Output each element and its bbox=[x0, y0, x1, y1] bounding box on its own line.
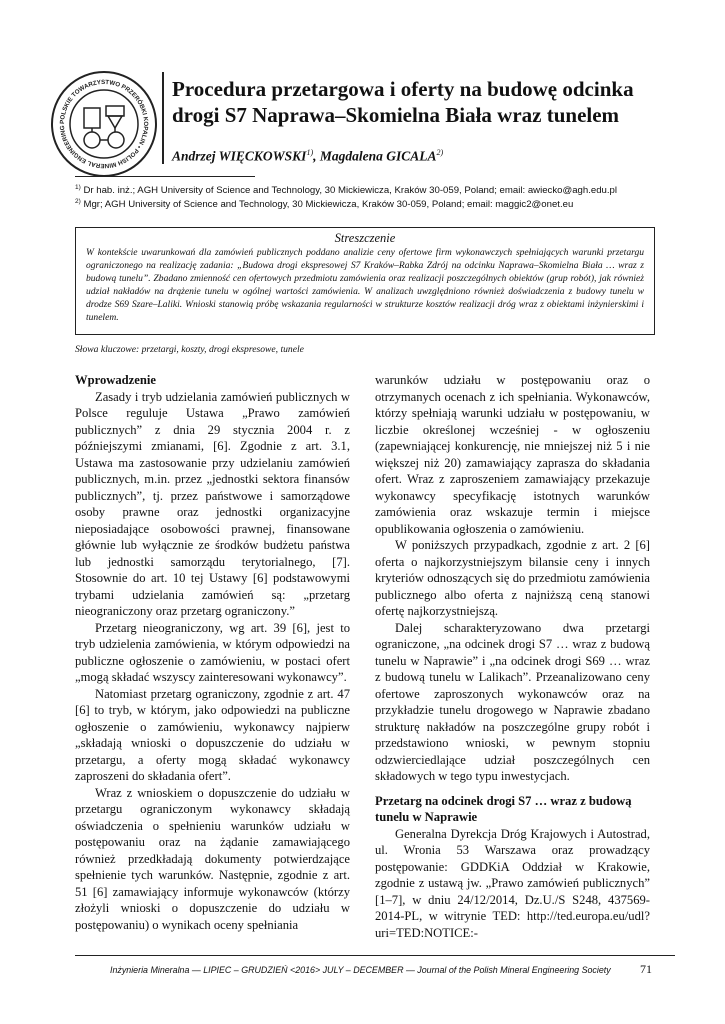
section-heading: Przetarg na odcinek drogi S7 … wraz z budową tunelu w Naprawie bbox=[375, 793, 632, 824]
affiliation-footnote bbox=[75, 182, 675, 197]
society-logo bbox=[50, 70, 158, 178]
footnote-rule bbox=[75, 176, 255, 177]
journal-footer: Inżynieria Mineralna — LIPIEC – GRUDZIEŃ <2016> JULY – DECEMBER — Journal of the Polish Mineral Engineering Society bbox=[110, 965, 611, 975]
body-column-right bbox=[375, 372, 650, 941]
author-mark: 1) bbox=[306, 148, 314, 157]
logo-ring-text: POLSKIE TOWARZYSTWO PRZERÓBKI KOPALIN • POLISH MINERAL ENGINEERING bbox=[58, 78, 150, 170]
footnote-text: Dr hab. inż.; AGH University of Science and Technology, 30 Mickiewicza, Kraków 30-059, Poland; email: awiecko@agh.edu.pl bbox=[83, 185, 618, 197]
page-number: 71 bbox=[640, 962, 652, 976]
section-spacer bbox=[375, 785, 650, 793]
authors-line bbox=[172, 148, 443, 165]
keywords: Słowa kluczowe: przetargi, koszty, drogi ekspresowe, tunele bbox=[75, 344, 304, 355]
footnote-mark: 1) bbox=[75, 184, 81, 191]
author-separator: , bbox=[313, 148, 320, 164]
abstract-title: Streszczenie bbox=[334, 231, 396, 245]
abstract-box bbox=[75, 227, 655, 335]
body-paragraph: Zasady i tryb udzielania zamówień publicznych w Polsce reguluje Ustawa „Prawo zamówień publicznych” z dnia 29 stycznia 2004 r. z późniejszymi zmianami, [6]. Zgodnie z art. 3.1, Ustawa ma zastosowanie przy udzielaniu zamówień publicznych, m.in. przez „jednostki sektora finansów publicznych”, tj. przez państwowe i samorządowe osoby prawne oraz jednostki organizacyjne nieposiadające osobowości prawnej, finansowane głównie lub wyłącznie ze środków budżetu państwa lub jednostki samorządu terytorialnego, [7]. Stosownie do art. 10 tej Ustawy [6] podstawowymi trybami udzielania zamówień są: „przetarg nieograniczony oraz przetarg ograniczony.” bbox=[75, 389, 350, 618]
mineral-processing-society-seal-icon bbox=[50, 70, 158, 178]
body-paragraph: W poniższych przypadkach, zgodnie z art. 2 [6] oferta o najkorzystniejszym bilansie ceny i innych kryteriów odnoszących się do przedmiotu zamówienia publicznego albo oferta z najniższą ceną stanowi ofertę najkorzystniejszą. bbox=[375, 538, 650, 618]
abstract-text: W kontekście uwarunkowań dla zamówień publicznych poddano analizie ceny ofertowe firm wykonawczych spełniających warunki przetargu ograniczonego na realizację zadania: „Budowa drogi ekspresowej S7 Kraków–Rabka Zdrój na odcinku Naprawa–Skomielna Biała … wraz z budową tunelu”. Zbadano zmienność cen ofertowych przedmiotu zamówienia oraz realizacji poszczególnych obiektów (grup robót), jak również udział nakładów na drążenie tunelu w ogólnej wartości zamówienia. W analizach uwzględniono również doświadczenia z budowy tunelu w drodze S69 Szare–Laliki. Wnioski stanowią próbę wskazania regularności w strukturze kosztów realizacji dróg wraz z obiektami inżynierskimi i tunelem. bbox=[86, 247, 644, 324]
body-paragraph: Dalej scharakteryzowano dwa przetargi ograniczone, „na odcinek drogi S7 … wraz z budową tunelu w Naprawie” i „na odcinek drogi S69 … wraz z budową tunelu w Lalikach”. Przeanalizowano ceny ofertowe zaproszonych wykonawców oraz na przykładzie tunelu drogowego w Naprawie zbadano strukturę nakładów na poszczególne grupy robót i przedstawiono wnioski, w pewnym stopniu odzwierciedlające udział poszczególnych cen składowych w tego typu inwestycjach. bbox=[375, 620, 650, 783]
paper-title: Procedura przetargowa i oferty na budowę odcinka drogi S7 Naprawa–Skomielna Biała wraz tunelem bbox=[172, 77, 634, 127]
author-mark: 2) bbox=[436, 148, 444, 157]
footer-rule bbox=[75, 955, 675, 956]
body-column-left bbox=[75, 372, 350, 933]
footnote-mark: 2) bbox=[75, 198, 81, 205]
body-paragraph: Generalna Dyrekcja Dróg Krajowych i Autostrad, ul. Wronia 53 Warszawa oraz prowadzący postępowanie: GDDKiA Oddział w Krakowie, zgodnie z ustawą jw. „Prawo zamówień publicznych” [1–7], w dniu 24/12/2014, Dz.U./S S248, 437569-2014-PL, w witrynie TED: http://ted.europa.eu/udl?uri=TED:NOTICE:- bbox=[375, 826, 650, 940]
author-name: Magdalena GICALA bbox=[319, 148, 437, 164]
section-heading: Wprowadzenie bbox=[75, 373, 156, 387]
body-paragraph: Przetarg nieograniczony, wg art. 39 [6], jest to tryb udzielenia zamówienia, w którym odpowiedzi na publiczne ogłoszenie o zamówieniu, w postaci ofert „mogą składać wszyscy zainteresowani wykonawcy”. bbox=[75, 620, 350, 684]
affiliation-footnote bbox=[75, 196, 675, 211]
title-rule bbox=[162, 72, 164, 164]
body-paragraph: Wraz z wnioskiem o dopuszczenie do udziału w przetargu ograniczonym wykonawcy składają oświadczenia o spełnieniu warunków udziału w postępowaniu oraz na żądanie zamawiającego również przedkładają dokumenty potwierdzające spełnienie tych warunków. Następnie, zgodnie z art. 51 [6] zamawiający informuje wykonawców (którzy złożyli wnioski o dopuszczenie do udziału w postępowaniu) o wynikach oceny spełniania bbox=[75, 785, 350, 932]
body-paragraph: Natomiast przetarg ograniczony, zgodnie z art. 47 [6] to tryb, w którym, jako odpowiedzi na publiczne ogłoszenie o zamówieniu, wykonawcy najpierw „składają wnioski o dopuszczenie do udziału w przetargu, a oferty mogą składać wykonawcy zaproszeni do składania ofert”. bbox=[75, 686, 350, 783]
body-paragraph: warunków udziału w postępowaniu oraz o otrzymanych ocenach z ich spełniania. Wykonawców, którzy spełniają warunki udziału w postępowaniu, w liczbie określonej wcześniej - w ogłoszeniu (zapewniającej konkurencję, nie mniejszej niż 5 i nie większej niż 20) zamawiający zaprasza do składania ofert. Wraz z zaproszeniem zamawiający przekazuje wykonawcy specyfikację istotnych warunków zamówienia oraz wskazuje termin i miejsce opublikowania ogłoszenia o zamówieniu. bbox=[375, 373, 650, 536]
footnote-text: Mgr; AGH University of Science and Technology, 30 Mickiewicza, Kraków 30-059, Poland; email: maggic2@onet.eu bbox=[83, 199, 574, 211]
author-name: Andrzej WIĘCKOWSKI bbox=[172, 148, 307, 164]
